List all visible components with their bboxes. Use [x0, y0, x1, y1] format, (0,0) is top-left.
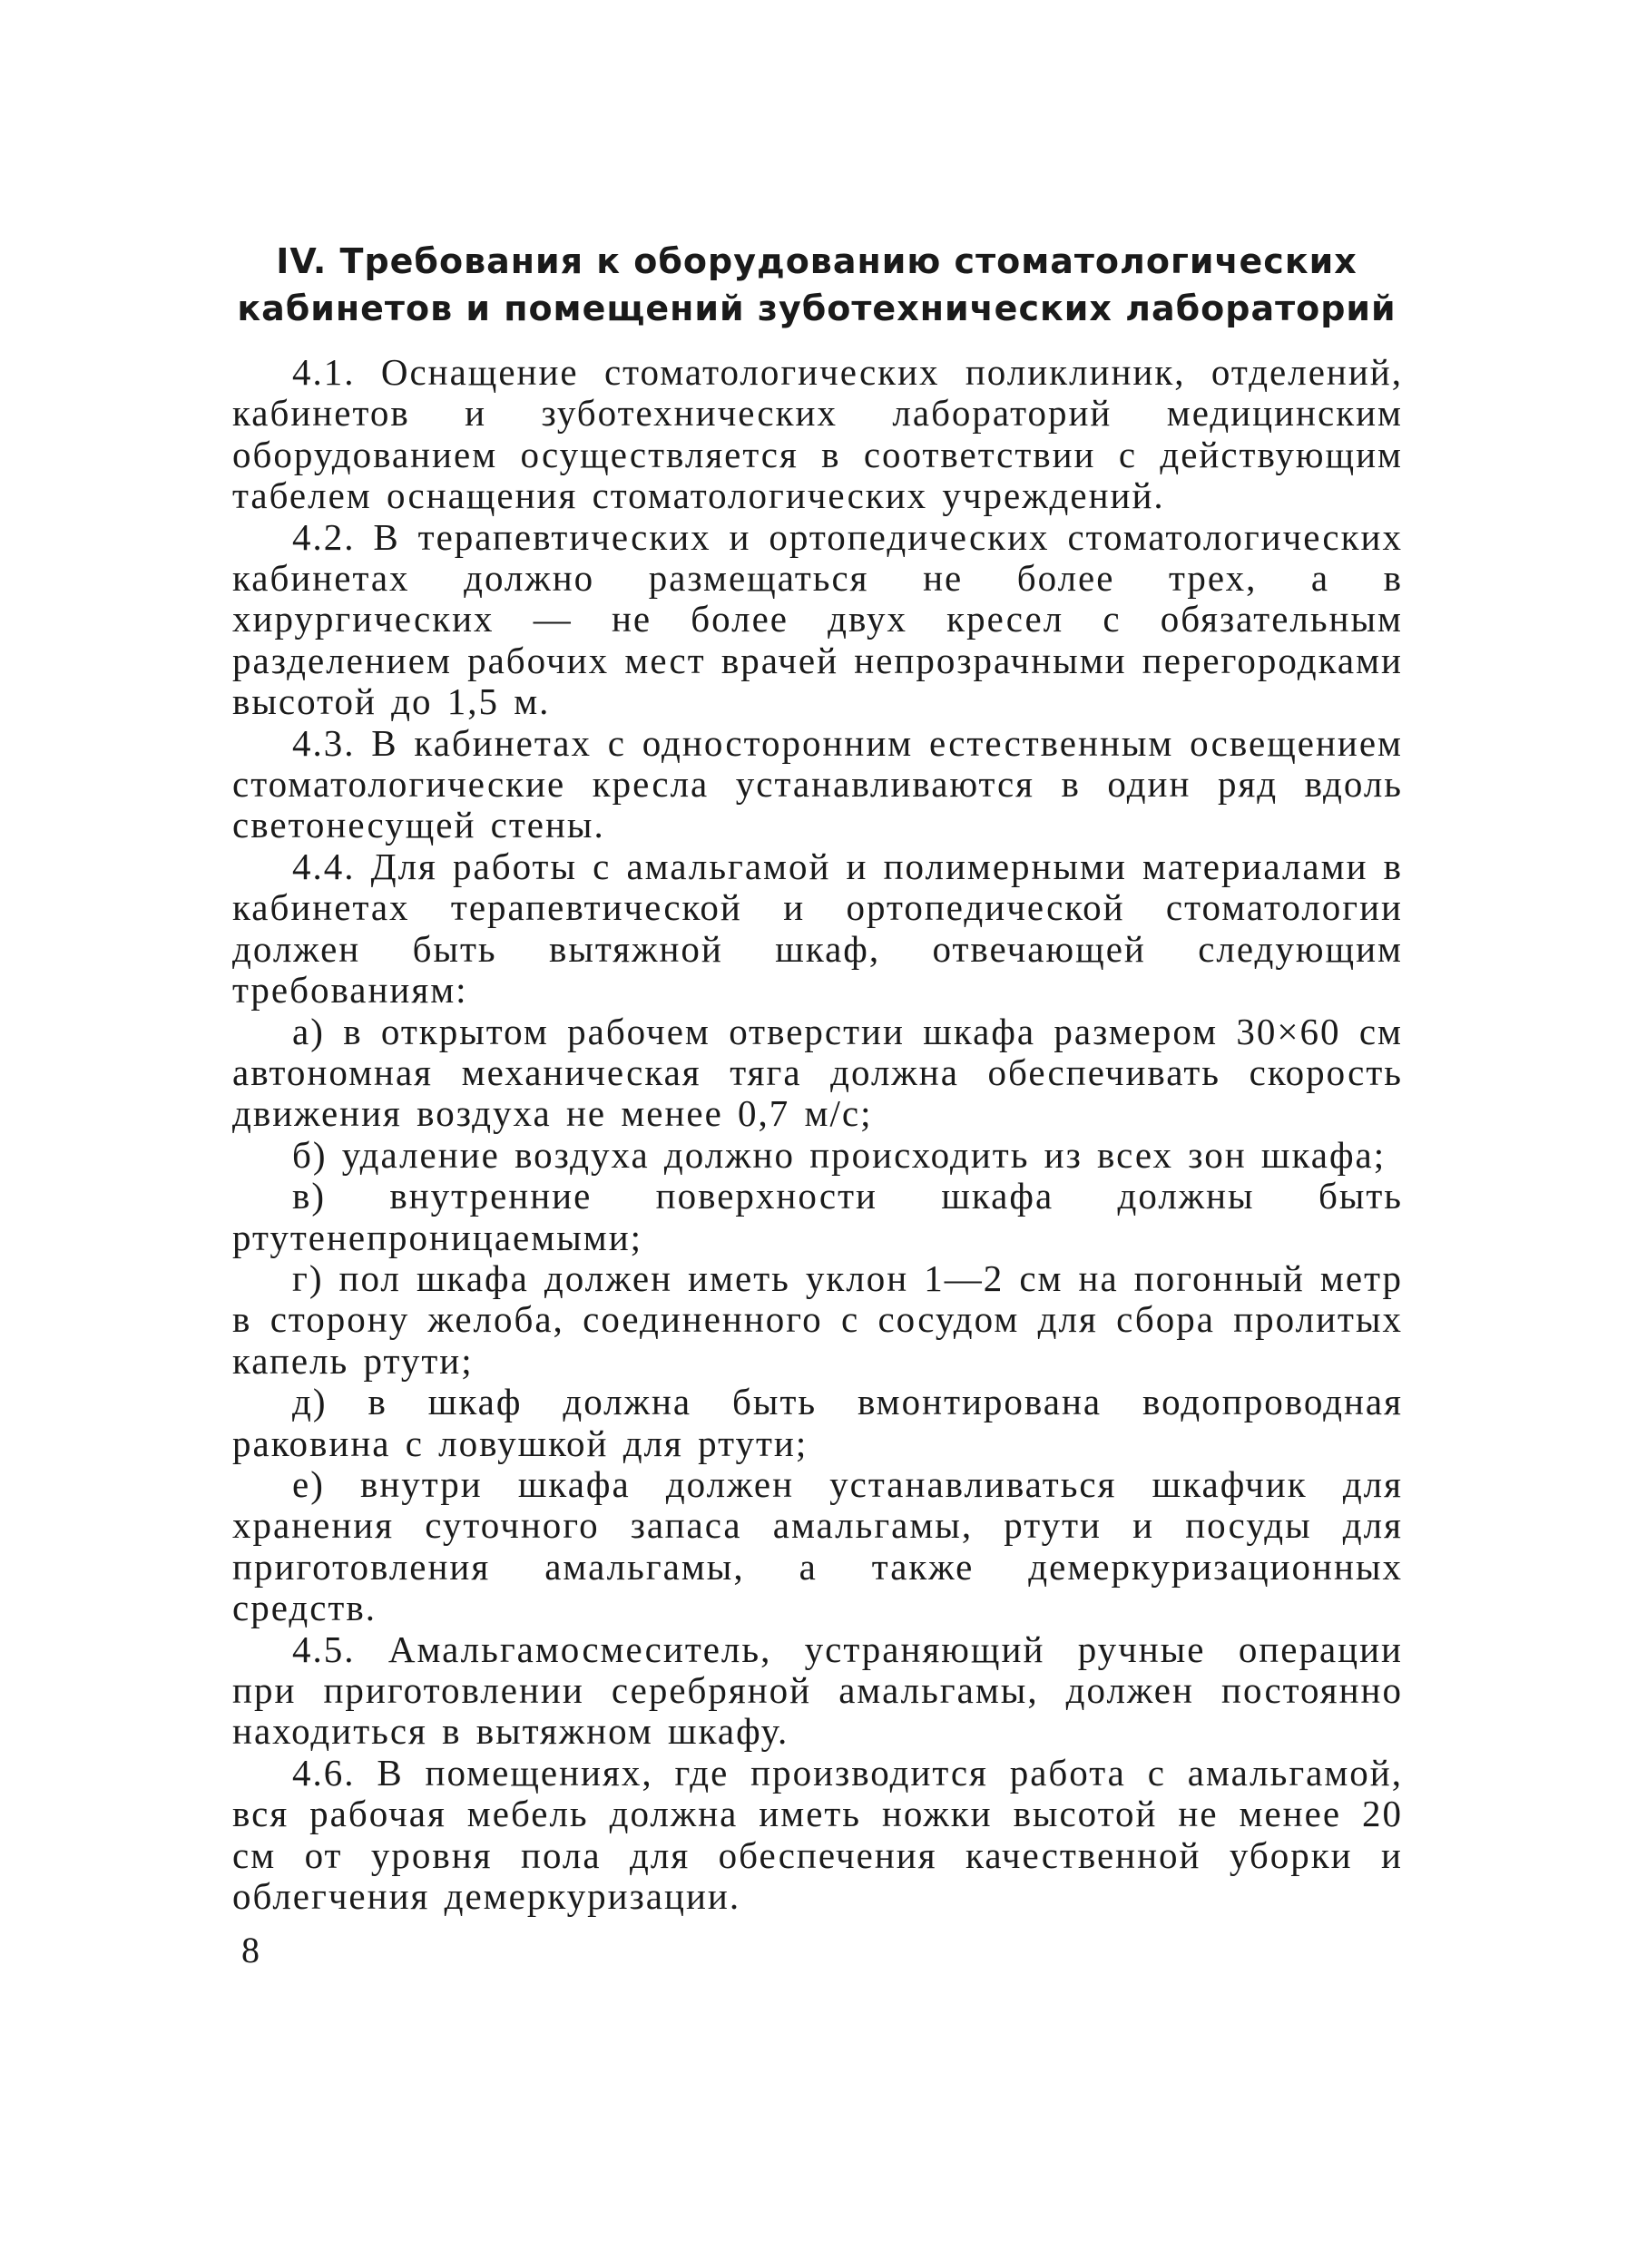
paragraph-4-4-item-a: а) в открытом рабочем отверстии шкафа размером 30×60 см автономная механическая тяга должна обеспечивать скорость движения воздуха не менее 0,7 м/с;: [232, 1010, 1403, 1135]
page-number: 8: [241, 1930, 260, 1970]
paragraph-4-2: 4.2. В терапевтических и ортопедических стоматологических кабинетах должно размещаться не более трех, а в хирургических — не более двух кресел с обязательным разделением рабочих мест врачей непрозрачными перегородками высотой до 1,5 м.: [232, 515, 1403, 723]
section-heading: [227, 238, 1406, 332]
section-heading-line-1: IV. Требования к оборудованию стоматологических: [276, 241, 1357, 281]
paragraph-4-4-item-b: б) удаление воздуха должно происходить из всех зон шкафа;: [292, 1133, 1387, 1176]
paragraph-4-4-item-e: е) внутри шкафа должен устанавливаться шкафчик для хранения суточного запаса амальгамы, ртути и посуды для приготовления амальгамы, а также демеркуризационных средств.: [232, 1462, 1403, 1629]
section-body: [232, 352, 1403, 1917]
paragraph-4-6: 4.6. В помещениях, где производится работа с амальгамой, вся рабочая мебель должна иметь ножки высотой не менее 20 см от уровня пола для обеспечения качественной уборки и облегчения демеркуризации.: [232, 1751, 1403, 1918]
paragraph-4-4: 4.4. Для работы с амальгамой и полимерными материалами в кабинетах терапевтической и ортопедической стоматологии должен быть вытяжной шкаф, отвечающей следующим требованиям:: [232, 845, 1403, 1012]
paragraph-4-4-item-g: г) пол шкафа должен иметь уклон 1—2 см на погонный метр в сторону желоба, соединенного с сосудом для сбора пролитых капель ртути;: [232, 1256, 1403, 1382]
paragraph-4-5: 4.5. Амальгамосмеситель, устраняющий ручные операции при приготовлении серебряной амальгамы, должен постоянно находиться в вытяжном шкафу.: [232, 1628, 1403, 1753]
paragraph-4-1: 4.1. Оснащение стоматологических поликлиник, отделений, кабинетов и зуботехнических лабораторий медицинским оборудованием осуществляется в соответствии с действующим табелем оснащения стоматологических учреждений.: [232, 351, 1403, 517]
paragraph-4-4-item-d: д) в шкаф должна быть вмонтирована водопроводная раковина с ловушкой для ртути;: [232, 1381, 1403, 1464]
paragraph-4-3: 4.3. В кабинетах с односторонним естественным освещением стоматологические кресла устанавливаются в один ряд вдоль светонесущей стены.: [232, 721, 1403, 846]
section-heading-line-2: кабинетов и помещений зуботехнических лабораторий: [237, 288, 1397, 328]
paragraph-4-4-item-v: в) внутренние поверхности шкафа должны быть ртутенепроницаемыми;: [232, 1175, 1403, 1258]
